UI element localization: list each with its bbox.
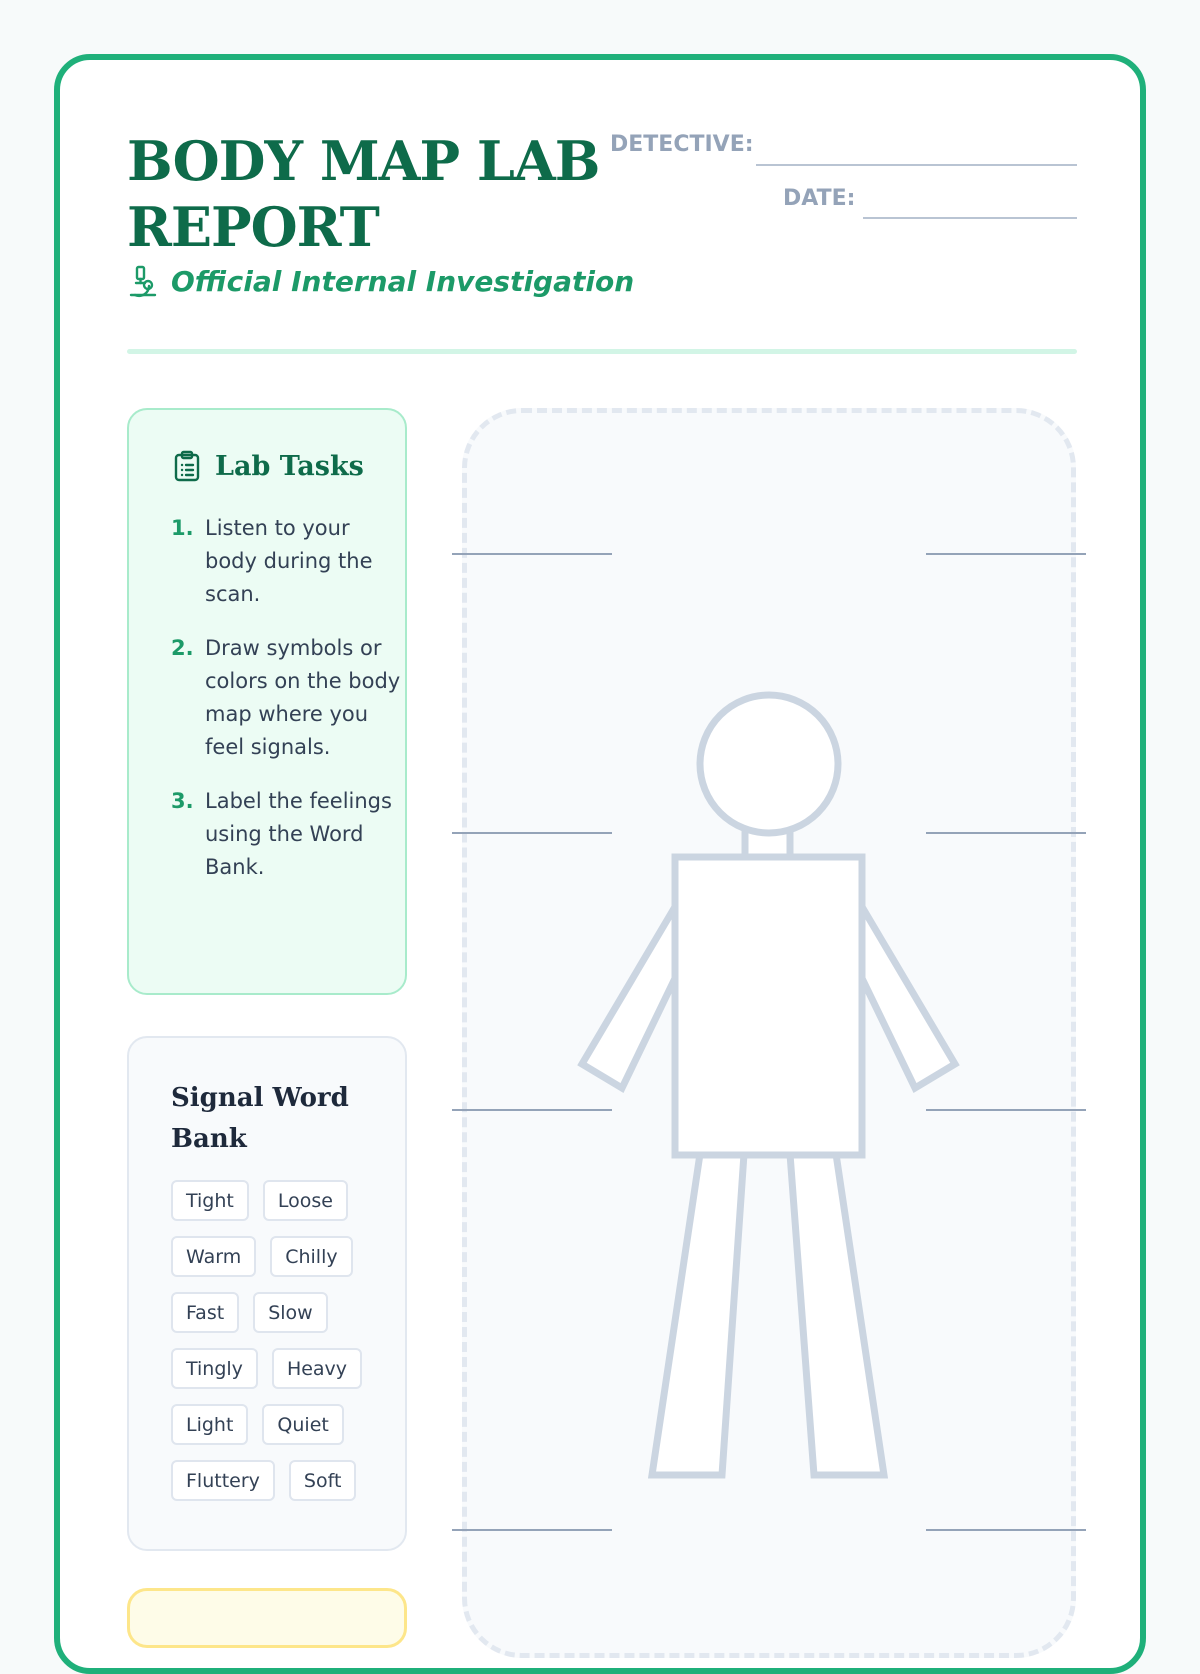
clipboard-icon bbox=[173, 450, 201, 482]
left-arm bbox=[582, 900, 679, 1088]
subtitle bbox=[127, 264, 634, 298]
date-input-line[interactable] bbox=[863, 217, 1077, 219]
task-item bbox=[171, 632, 403, 764]
next-card-partial bbox=[127, 1588, 407, 1648]
header-divider bbox=[127, 349, 1077, 354]
task-text: Draw symbols or colors on the body map where you feel signals. bbox=[205, 636, 401, 759]
page-title bbox=[127, 128, 599, 260]
task-number: 1. bbox=[171, 516, 194, 540]
detective-input-line[interactable] bbox=[756, 164, 1077, 166]
lab-tasks-heading bbox=[173, 450, 364, 482]
signal-word-bank-card bbox=[127, 1036, 407, 1551]
left-leg bbox=[652, 1154, 744, 1475]
word-chip[interactable]: Soft bbox=[289, 1460, 357, 1501]
word-chip[interactable]: Tight bbox=[171, 1180, 249, 1221]
word-chip[interactable]: Chilly bbox=[270, 1236, 352, 1277]
title-line-2: REPORT bbox=[127, 195, 379, 259]
label-line-right[interactable] bbox=[926, 1529, 1086, 1531]
word-chip[interactable]: Loose bbox=[263, 1180, 348, 1221]
date-label: DATE: bbox=[783, 186, 856, 211]
detective-label: DETECTIVE: bbox=[610, 132, 754, 157]
task-number: 3. bbox=[171, 789, 194, 813]
label-line-left[interactable] bbox=[452, 553, 612, 555]
word-chip[interactable]: Heavy bbox=[272, 1348, 362, 1389]
task-text: Listen to your body during the scan. bbox=[205, 516, 373, 606]
task-item bbox=[171, 785, 403, 884]
word-chip[interactable]: Slow bbox=[253, 1292, 328, 1333]
word-bank-title: Signal Word Bank bbox=[171, 1083, 349, 1154]
word-chip[interactable]: Light bbox=[171, 1404, 248, 1445]
word-chip-grid bbox=[171, 1180, 391, 1516]
label-line-right[interactable] bbox=[926, 553, 1086, 555]
lab-tasks-card bbox=[127, 408, 407, 995]
head bbox=[700, 695, 838, 833]
subtitle-text: Official Internal Investigation bbox=[171, 264, 635, 298]
right-leg bbox=[790, 1154, 884, 1475]
word-chip[interactable]: Quiet bbox=[262, 1404, 343, 1445]
label-line-left[interactable] bbox=[452, 1529, 612, 1531]
title-line-1: BODY MAP LAB bbox=[127, 129, 600, 193]
body-outline-figure bbox=[570, 680, 970, 1480]
word-chip[interactable]: Tingly bbox=[171, 1348, 258, 1389]
word-chip[interactable]: Warm bbox=[171, 1236, 256, 1277]
task-number: 2. bbox=[171, 636, 194, 660]
word-chip[interactable]: Fast bbox=[171, 1292, 239, 1333]
task-list bbox=[171, 512, 403, 905]
task-item bbox=[171, 512, 403, 611]
right-arm bbox=[858, 900, 955, 1088]
lab-tasks-title: Lab Tasks bbox=[215, 450, 364, 482]
torso bbox=[675, 857, 862, 1155]
word-chip[interactable]: Fluttery bbox=[171, 1460, 275, 1501]
task-text: Label the feelings using the Word Bank. bbox=[205, 789, 392, 879]
microscope-icon bbox=[127, 264, 159, 298]
